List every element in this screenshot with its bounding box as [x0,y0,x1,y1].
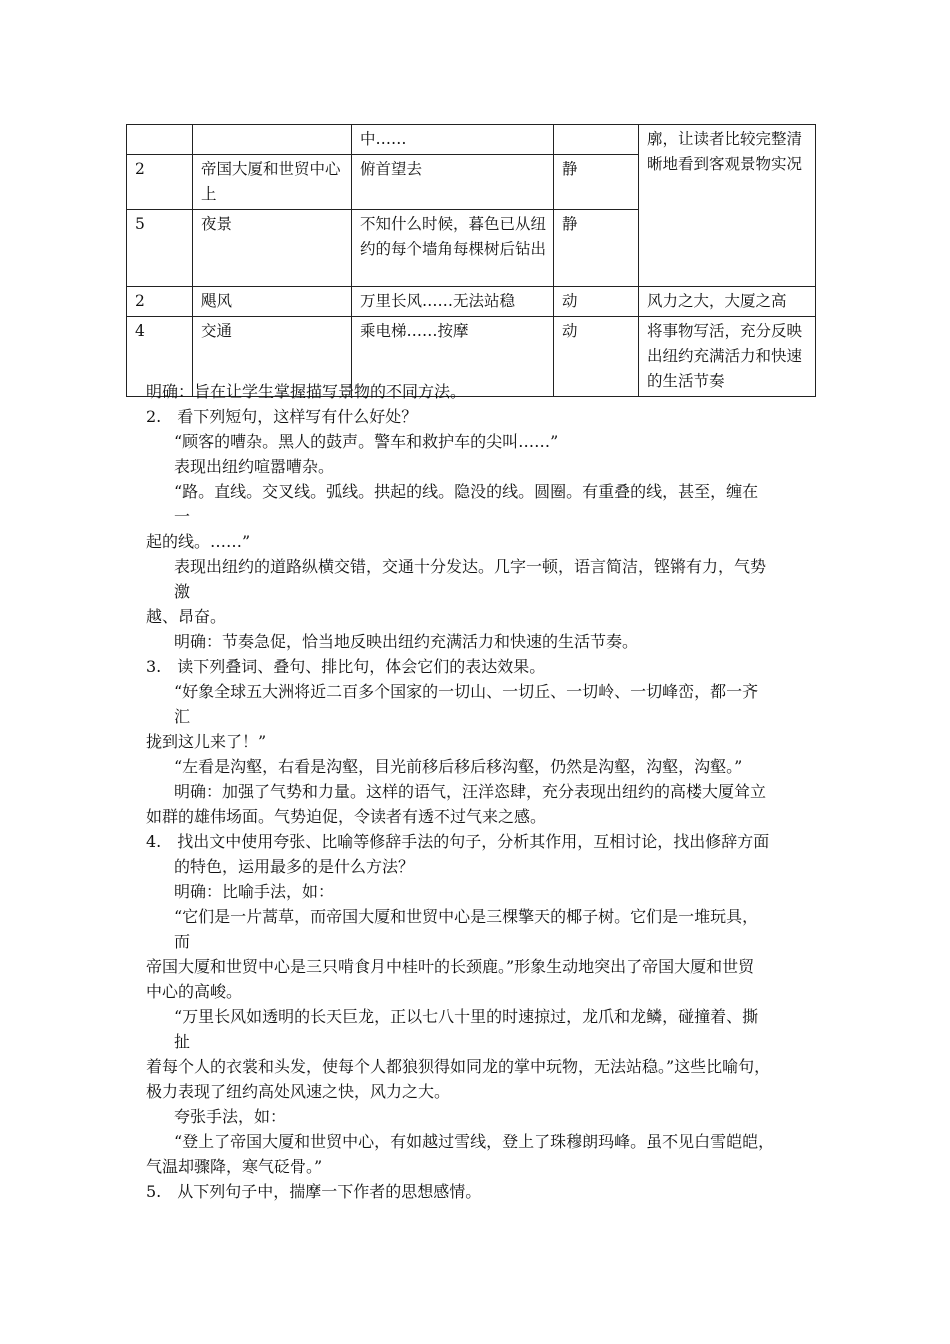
text-line: 表现出纽约的道路纵横交错，交通十分发达。几字一顿，语言简洁，铿锵有力，气势 [174,557,767,576]
text-line: 拢到这儿来了！” [146,732,267,751]
table-cell: 静 [554,210,639,287]
quote-line: “登上了帝国大厦和世贸中心，有如越过雪线，登上了珠穆朗玛峰。虽不见白雪皑皑， [174,1132,775,1151]
text-line: 着每个人的衣裳和头发，使每个人都狼狈得如同龙的掌中玩物，无法站稳。”这些比喻句， [146,1057,771,1076]
table-cell: 飓风 [193,287,352,317]
table-cell: 2 [127,287,193,317]
table-cell: 夜景 [193,210,352,287]
table-cell-merged-effect: 廓，让读者比较完整清晰地看到客观景物实况 [639,125,816,287]
table-cell: 交通 [193,317,352,397]
question-5: 5. 从下列句子中，揣摩一下作者的思想感情。 [146,1182,482,1201]
table-cell: 帝国大厦和世贸中心上 [193,155,352,210]
text-line: 极力表现了纽约高处风速之快，风力之大。 [146,1082,451,1101]
text-line: 明确：比喻手法，如： [174,882,335,901]
table-cell: 风力之大，大厦之高 [639,287,816,317]
text-line: 夸张手法，如： [174,1107,287,1126]
table-cell: 俯首望去 [352,155,554,210]
question-2: 2. 看下列短句，这样写有什么好处？ [146,407,418,426]
quote-line: “左看是沟壑，右看是沟壑，目光前移后移后移沟壑，仍然是沟壑，沟壑，沟壑。” [174,757,743,776]
text-line: 明确：加强了气势和力量。这样的语气，汪洋恣肆，充分表现出纽约的高楼大厦耸立 [174,782,767,801]
table-cell: 中…… [352,125,554,155]
text-line: 扯 [174,1032,191,1051]
table-cell: 乘电梯……按摩 [352,317,554,397]
analysis-table [126,124,816,397]
table-cell: 动 [554,317,639,397]
table-cell: 静 [554,155,639,210]
text-line: 起的线。……” [146,532,251,551]
question-4: 4. 找出文中使用夸张、比喻等修辞手法的句子，分析其作用，互相讨论，找出修辞方面 [146,832,770,851]
quote-line: “路。直线。交叉线。弧线。拱起的线。隐没的线。圆圈。有重叠的线，甚至，缠在 [174,482,759,501]
quote-line: “它们是一片蒿草，而帝国大厦和世贸中心是三棵擎天的椰子树。它们是一堆玩具， [174,907,759,926]
text-line: 明确：旨在让学生掌握描写景物的不同方法。 [146,382,467,401]
text-line: 帝国大厦和世贸中心是三只啃食月中桂叶的长颈鹿。”形象生动地突出了帝国大厦和世贸 [146,957,755,976]
table-cell: 2 [127,155,193,210]
quote-line: “好象全球五大洲将近二百多个国家的一切山、一切丘、一切岭、一切峰峦，都一齐 [174,682,759,701]
text-line: 一 [174,507,191,526]
text-line: 越、昂奋。 [146,607,227,626]
table-cell: 不知什么时候，暮色已从纽约的每个墙角每棵树后钻出 [352,210,554,287]
text-line: 而 [174,932,191,951]
text-line: 中心的高峻。 [146,982,243,1001]
text-line: 表现出纽约喧嚣嘈杂。 [174,457,335,476]
table-cell [554,125,639,155]
table-row [127,287,816,317]
text-line: 明确：节奏急促，恰当地反映出纽约充满活力和快速的生活节奏。 [174,632,639,651]
table-cell [193,125,352,155]
table-cell: 将事物写活，充分反映出纽约充满活力和快速的生活节奏 [639,317,816,397]
table-cell: 万里长风……无法站稳 [352,287,554,317]
table-cell: 4 [127,317,193,397]
table-cell: 5 [127,210,193,287]
question-3: 3. 读下列叠词、叠句、排比句，体会它们的表达效果。 [146,657,546,676]
quote-line: “万里长风如透明的长天巨龙，正以七八十里的时速掠过，龙爪和龙鳞，碰撞着、撕 [174,1007,759,1026]
table-cell [127,125,193,155]
table-cell: 动 [554,287,639,317]
quote-line: “顾客的嘈杂。黑人的鼓声。警车和救护车的尖叫……” [174,432,559,451]
text-line: 激 [174,582,191,601]
text-line: 气温却骤降，寒气砭骨。” [146,1157,323,1176]
text-line: 的特色，运用最多的是什么方法？ [174,857,415,876]
text-line: 如群的雄伟场面。气势迫促，令读者有透不过气来之感。 [146,807,547,826]
text-line: 汇 [174,707,191,726]
table-row [127,125,816,155]
